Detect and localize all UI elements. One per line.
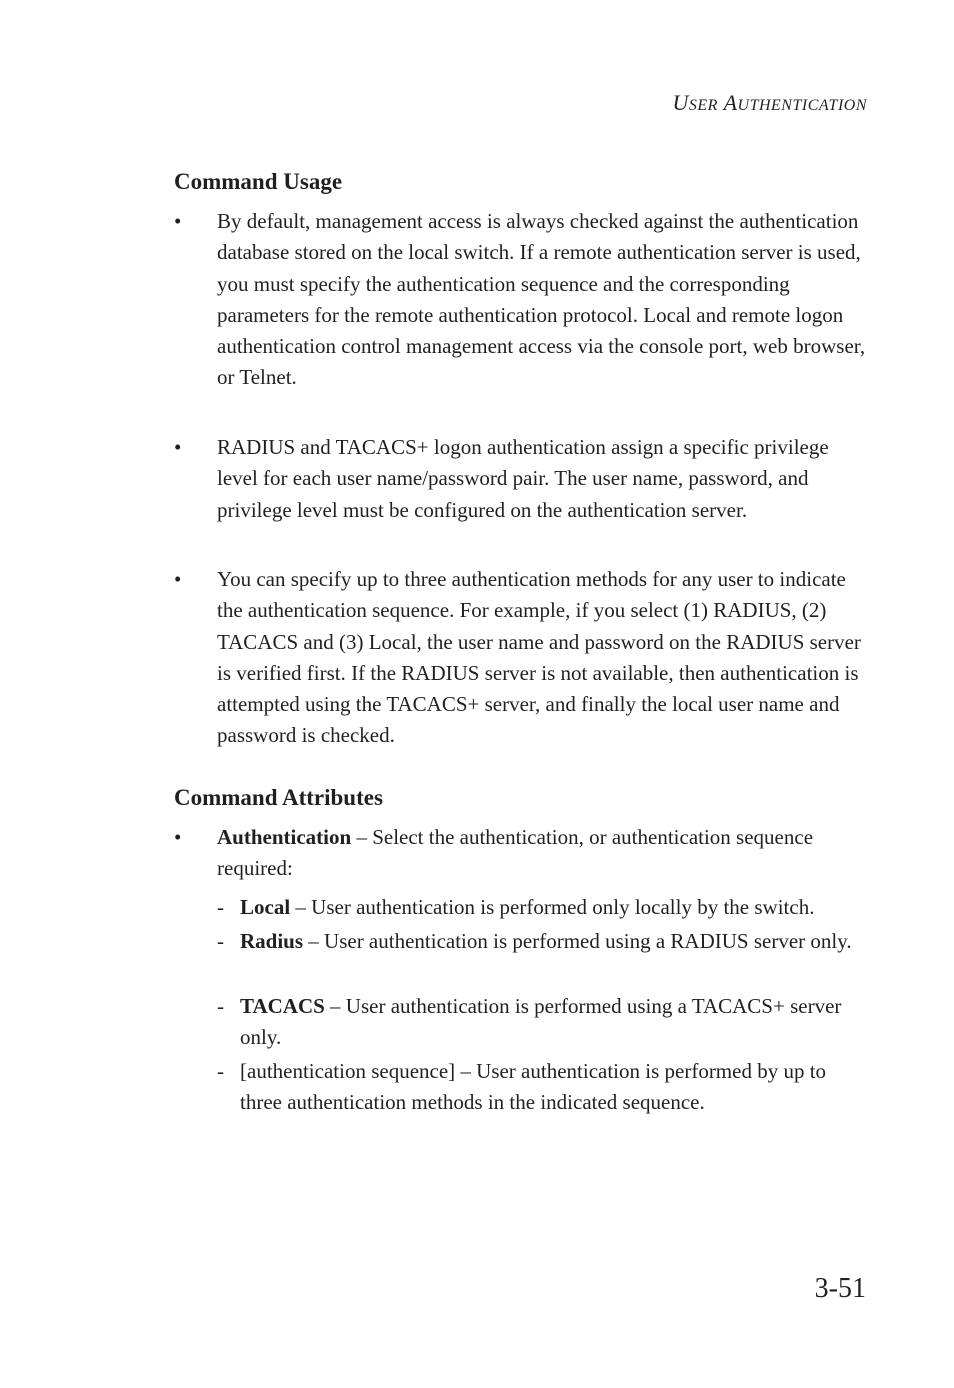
running-head-initial-u: U bbox=[672, 90, 689, 115]
authentication-description: – Select the authentication, or authentication sequence required: bbox=[217, 825, 814, 881]
bullet-marker: • bbox=[174, 435, 182, 459]
dash-marker: - bbox=[217, 1059, 224, 1083]
option-radius-description: – User authentication is performed using a RADIUS server only. bbox=[303, 929, 852, 953]
option-tacacs bbox=[240, 991, 870, 1053]
running-head-small-caps-uthentication: UTHENTICATION bbox=[737, 97, 867, 114]
authentication-term: Authentication bbox=[217, 825, 352, 849]
option-local-term: Local bbox=[240, 895, 291, 919]
usage-bullet-3: You can specify up to three authentication methods for any user to indicate the authentication sequence. For example, if you select (1) RADIUS, (2) TACACS and (3) Local, the user name and password on the RADIUS server is verified first. If the RADIUS server is not available, then authentication is attempted using the TACACS+ server, and finally the local user name and password is checked. bbox=[217, 567, 861, 748]
authentication-attribute bbox=[217, 822, 867, 885]
bullet-marker: • bbox=[174, 209, 182, 233]
command-usage-heading: Command Usage bbox=[174, 169, 343, 194]
option-authentication-sequence bbox=[240, 1056, 870, 1118]
dash-marker: - bbox=[217, 994, 224, 1018]
option-sequence-description: [authentication sequence] – User authentication is performed by up to three authentication methods in the indicated sequence. bbox=[240, 1059, 827, 1114]
usage-bullet-2: RADIUS and TACACS+ logon authentication assign a specific privilege level for each user name/password pair. The user name, password, and privilege level must be configured on the authentication server. bbox=[217, 435, 829, 522]
dash-marker: - bbox=[217, 929, 224, 953]
page-number: 3-51 bbox=[814, 1273, 866, 1304]
option-local bbox=[240, 892, 870, 923]
running-head-small-caps-ser: SER bbox=[688, 97, 718, 114]
usage-bullet-1: By default, management access is always checked against the authentication database stored on the local switch. If a remote authentication server is used, you must specify the authentication sequence and the corresponding parameters for the remote authentication protocol. Local and remote logon authentication control management access via the console port, web browser, or Telnet. bbox=[217, 209, 866, 390]
command-attributes-heading: Command Attributes bbox=[174, 785, 383, 810]
bullet-marker: • bbox=[174, 825, 182, 849]
option-tacacs-term: TACACS bbox=[240, 994, 325, 1018]
option-local-description: – User authentication is performed only locally by the switch. bbox=[290, 895, 815, 919]
bullet-marker: • bbox=[174, 567, 182, 591]
dash-marker: - bbox=[217, 895, 224, 919]
running-head bbox=[673, 90, 867, 116]
option-radius-term: Radius bbox=[240, 929, 304, 953]
running-head-initial-a: A bbox=[723, 90, 738, 115]
option-radius bbox=[240, 926, 870, 957]
option-tacacs-description: – User authentication is performed using a TACACS+ server only. bbox=[240, 994, 842, 1049]
